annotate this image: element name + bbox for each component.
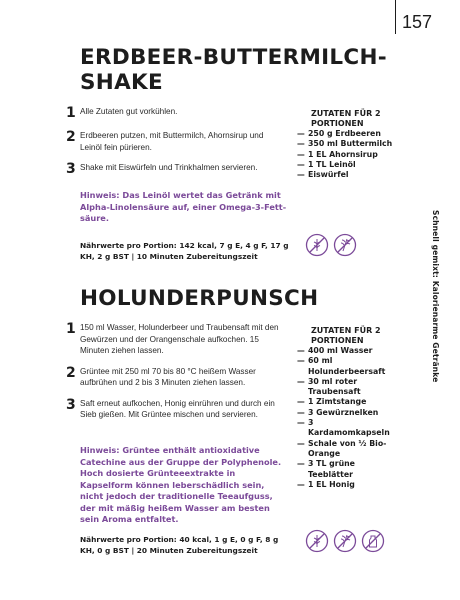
ingredient-item: — Schale von ½ Bio-Orange <box>297 439 397 460</box>
ingredients-title: ZUTATEN FÜR 2 PORTIONEN <box>311 326 381 345</box>
recipe-2-hint: Hinweis: Grüntee enthält antioxidative Catechine aus der Gruppe der Polyphenole. Hoch dosierte Grünteeextrakte in Kapselform können leberschädlich sein, nicht jedoch der traditionelle Teeaufguss, der mit mäßig heißem Wasser am besten sein Aroma entfaltet. <box>80 445 282 524</box>
recipe-2-nutrition: Nährwerte pro Portion: 40 kcal, 1 g E, 0 g F, 8 g KH, 0 g BST | 20 Minuten Zubereitungszeit <box>80 535 279 555</box>
running-head <box>420 210 460 530</box>
step-number: 3 <box>66 396 76 413</box>
ingredients-title: ZUTATEN FÜR 2 PORTIONEN <box>311 109 381 128</box>
step <box>66 322 286 357</box>
ingredient-item: — Eiswürfel <box>297 170 397 180</box>
ingredient-item: — 1 TL Leinöl <box>297 160 397 170</box>
recipe-title-2-line-1: HOLUNDERPUNSCH <box>80 286 319 311</box>
running-head-text: Schnell gemixt: Kalorienarme Getränke <box>431 210 440 383</box>
recipe-title-1 <box>80 45 387 95</box>
ingredient-item: — 250 g Erdbeeren <box>297 129 397 139</box>
step-text: Alle Zutaten gut vorkühlen. <box>80 107 178 116</box>
recipe-1-steps <box>66 106 286 186</box>
step <box>66 106 286 121</box>
step <box>66 130 286 153</box>
step-number: 3 <box>66 161 76 177</box>
recipe-1-nutrition: Nährwerte pro Portion: 142 kcal, 7 g E, 4 g F, 17 g KH, 2 g BST | 10 Minuten Zubereitungszeit <box>80 241 289 261</box>
step-number: 1 <box>66 321 76 337</box>
ingredient-item: — 1 Zimtstange <box>297 397 397 407</box>
recipe-2-steps <box>66 322 286 430</box>
recipe-2-ingredients <box>297 326 397 490</box>
step-number: 1 <box>66 105 76 121</box>
ingredient-item: — 60 ml Holunderbeersaft <box>297 356 397 377</box>
step-text: 150 ml Wasser, Holunderbeer und Traubensaft mit den Gewürzen und der Orangenschale aufkochen. 15 Minuten ziehen lassen. <box>80 323 279 355</box>
no-gluten-icon <box>305 529 329 553</box>
page-number-rule <box>395 0 396 34</box>
recipe-1-hint: Hinweis: Das Leinöl wertet das Getränk mit Alpha-Linolensäure auf, einer Omega-3-Fettsäure. <box>80 190 287 223</box>
recipe-1-diet-icons <box>305 233 357 257</box>
step-number: 2 <box>66 129 76 145</box>
ingredient-item: — 1 EL Honig <box>297 480 397 490</box>
ingredient-item: — 3 TL grüne Teeblätter <box>297 459 397 480</box>
step-text: Shake mit Eiswürfeln und Trinkhalmen servieren. <box>80 163 258 172</box>
recipe-1-ingredients <box>297 109 397 180</box>
step-text: Erdbeeren putzen, mit Buttermilch, Ahornsirup und Leinöl fein pürieren. <box>80 131 264 152</box>
ingredient-item: — 3 Gewürznelken <box>297 408 397 418</box>
recipe-title-2 <box>80 286 318 311</box>
step <box>66 398 286 421</box>
ingredient-item: — 30 ml roter Traubensaft <box>297 377 397 398</box>
no-lactose-icon <box>361 529 385 553</box>
ingredient-item: — 350 ml Buttermilch <box>297 139 397 149</box>
step <box>66 162 286 177</box>
ingredient-item: — 3 Kardamomkapseln <box>297 418 397 439</box>
no-wheat-icon <box>333 233 357 257</box>
recipe-title-1-line-2: SHAKE <box>80 70 163 95</box>
no-wheat-icon <box>333 529 357 553</box>
recipe-title-1-line-1: ERDBEER-BUTTERMILCH- <box>80 45 388 70</box>
step-text: Grüntee mit 250 ml 70 bis 80 °C heißem Wasser aufbrühen und 2 bis 3 Minuten ziehen lassen. <box>80 366 256 387</box>
ingredient-item: — 400 ml Wasser <box>297 346 397 356</box>
ingredient-item: — 1 EL Ahornsirup <box>297 150 397 160</box>
no-gluten-icon <box>305 233 329 257</box>
page-number: 157 <box>402 12 433 32</box>
step-number: 2 <box>66 364 76 381</box>
step <box>66 366 286 389</box>
step-text: Saft erneut aufkochen, Honig einrühren und durch ein Sieb gießen. Mit Grüntee mischen und servieren. <box>80 398 275 419</box>
recipe-2-diet-icons <box>305 529 385 553</box>
